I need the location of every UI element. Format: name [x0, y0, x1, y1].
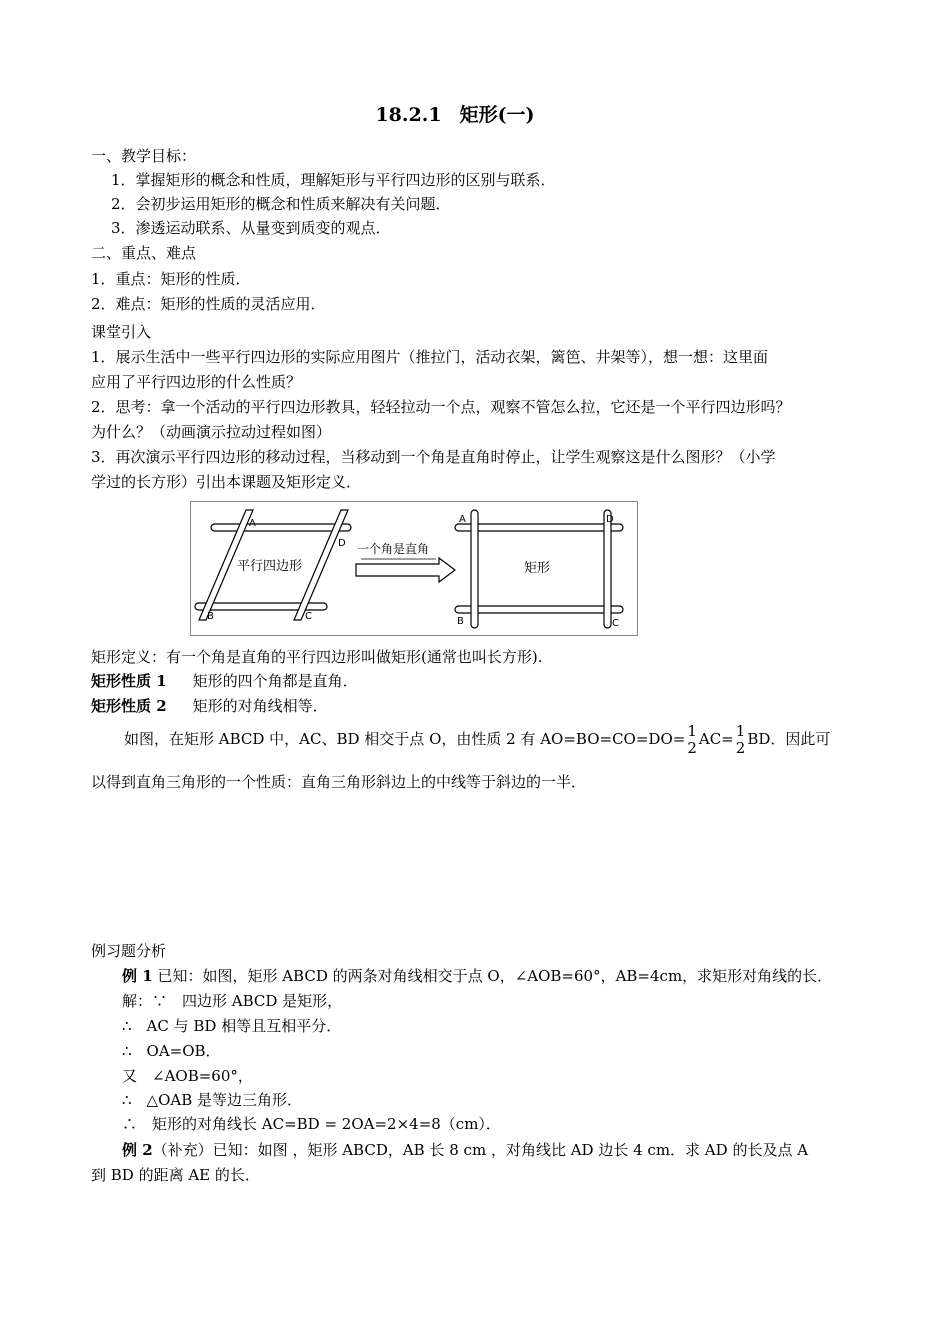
- point-a-label: A: [249, 518, 256, 529]
- solution-line: ∴ △OAB 是等边三角形．: [122, 1091, 303, 1109]
- property-2: 矩形性质 2 矩形的对角线相等．: [91, 697, 328, 715]
- solution-line: ∴ AC 与 BD 相等且互相平分．: [122, 1017, 342, 1035]
- rectangle-right-bar: [604, 510, 611, 628]
- point-c-label: C: [612, 618, 619, 629]
- intro-paragraph: 3．再次演示平行四边形的移动过程，当移动到一个角是直角时停止，让学生观察这是什么图形？（小学: [91, 448, 776, 466]
- intro-paragraph: 2．思考：拿一个活动的平行四边形教具，轻轻拉动一个点，观察不管怎么拉，它还是一个平行四边形吗？: [91, 398, 791, 416]
- page-title: 18.2.1 矩形(一): [375, 104, 535, 126]
- keypoints-heading: 二、重点、难点: [91, 244, 197, 262]
- keypoint-item: 2．难点：矩形的性质的灵活应用．: [91, 295, 326, 313]
- parallelogram-to-rectangle-figure: [190, 501, 638, 636]
- intro-paragraph: 1．展示生活中一些平行四边形的实际应用图片（推拉门，活动衣架，篱笆、井架等），想一想：这里面: [91, 348, 769, 366]
- point-b-label: B: [457, 616, 464, 627]
- example-2: 例 2（补充）已知：如图 ，矩形 ABCD，AB 长 8 cm ，对角线比 AD 边长 4 cm．求 AD 的长及点 A: [122, 1141, 809, 1159]
- keypoint-item: 1．重点：矩形的性质．: [91, 270, 251, 288]
- point-d-label: D: [338, 538, 346, 549]
- arrow-label: 一个角是直角: [357, 542, 430, 556]
- property-1: 矩形性质 1 矩形的四个角都是直角．: [91, 672, 358, 690]
- point-a-label: A: [459, 514, 466, 525]
- derivation-conclusion: 以得到直角三角形的一个性质：直角三角形斜边上的中线等于斜边的一半．: [91, 773, 587, 791]
- intro-paragraph: 应用了平行四边形的什么性质？: [91, 373, 302, 391]
- example-2-continued: 到 BD 的距离 AE 的长．: [91, 1166, 260, 1184]
- derivation-line: 如图，在矩形 ABCD 中，AC、BD 相交于点 O，由性质 2 有 AO=BO=CO=DO= 1 2 AC= 1 2 BD．因此可: [124, 722, 831, 757]
- definition: 矩形定义：有一个角是直角的平行四边形叫做矩形(通常也叫长方形).: [91, 648, 543, 666]
- fraction-half: 1 2: [687, 722, 697, 757]
- objective-item: 3．渗透运动联系、从量变到质变的观点．: [111, 219, 391, 237]
- solution-line: ∴ 矩形的对角线长 AC=BD = 2OA=2×4=8（cm）．: [122, 1115, 501, 1133]
- solution-line: ∴ OA=OB．: [122, 1042, 221, 1060]
- example-1: 例 1 已知：如图，矩形 ABCD 的两条对角线相交于点 O，∠AOB=60°，AB=4cm，求矩形对角线的长．: [122, 967, 833, 985]
- solution-line: 解：∵ 四边形 ABCD 是矩形，: [122, 992, 343, 1010]
- objective-item: 1．掌握矩形的概念和性质，理解矩形与平行四边形的区别与联系．: [111, 171, 556, 189]
- examples-heading: 例习题分析: [91, 942, 167, 960]
- fraction-half: 1 2: [735, 722, 746, 757]
- right-arrow-icon: [356, 558, 455, 582]
- rectangle-label: 矩形: [524, 561, 551, 576]
- intro-paragraph: 学过的长方形）引出本课题及矩形定义．: [91, 473, 362, 491]
- point-c-label: C: [305, 611, 312, 622]
- intro-paragraph: 为什么？（动画演示拉动过程如图）: [91, 423, 332, 441]
- objectives-heading: 一、教学目标：: [91, 147, 197, 165]
- rectangle-left-bar: [471, 510, 478, 628]
- parallelogram-top-bar: [211, 524, 351, 531]
- point-b-label: B: [207, 611, 214, 622]
- point-d-label: D: [606, 514, 614, 525]
- intro-heading: 课堂引入: [91, 323, 152, 341]
- rectangle-top-bar: [455, 524, 623, 531]
- parallelogram-label: 平行四边形: [237, 559, 303, 574]
- objective-item: 2．会初步运用矩形的概念和性质来解决有关问题．: [111, 195, 451, 213]
- rectangle-bottom-bar: [455, 606, 623, 613]
- solution-line: 又 ∠AOB=60°，: [122, 1067, 253, 1085]
